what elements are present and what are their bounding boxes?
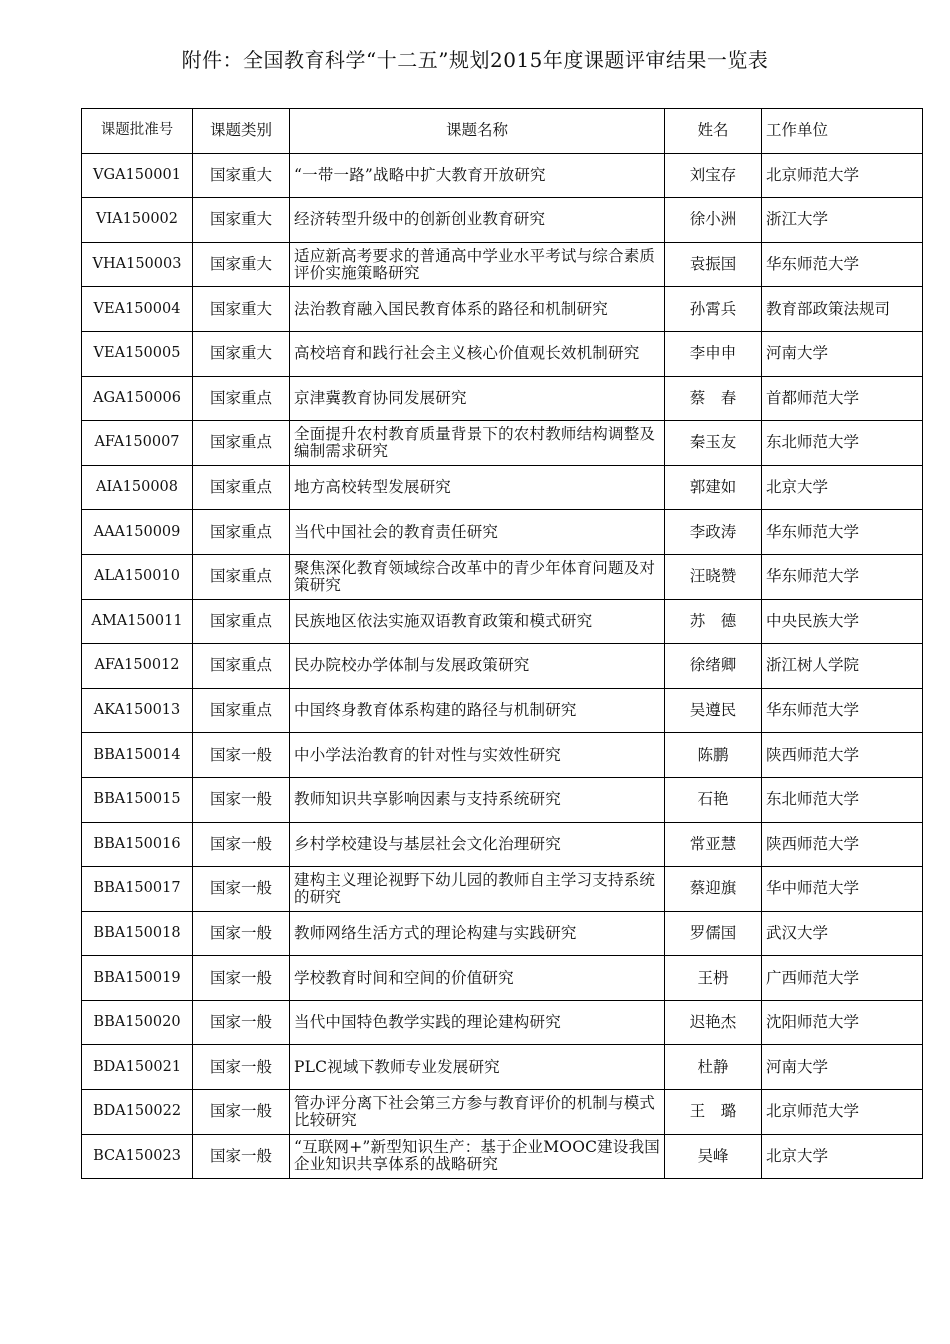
cell-approval-number: ALA150010	[82, 554, 193, 599]
cell-name: 汪晓赞	[665, 554, 762, 599]
cell-name: 王 璐	[665, 1090, 762, 1135]
cell-name: 徐小洲	[665, 198, 762, 243]
cell-organization: 河南大学	[762, 331, 923, 376]
cell-category: 国家重大	[193, 198, 290, 243]
table-row	[82, 1000, 923, 1045]
cell-category: 国家一般	[193, 733, 290, 778]
header-organization: 工作单位	[762, 109, 923, 154]
cell-name: 常亚慧	[665, 822, 762, 867]
cell-organization: 华东师范大学	[762, 242, 923, 287]
cell-category: 国家一般	[193, 1000, 290, 1045]
table-row	[82, 1134, 923, 1179]
cell-category: 国家一般	[193, 911, 290, 956]
cell-approval-number: AIA150008	[82, 465, 193, 510]
cell-organization: 华东师范大学	[762, 510, 923, 555]
cell-approval-number: AFA150007	[82, 421, 193, 466]
cell-name: 迟艳杰	[665, 1000, 762, 1045]
cell-organization: 华东师范大学	[762, 554, 923, 599]
cell-organization: 中央民族大学	[762, 599, 923, 644]
document-title: 附件：全国教育科学“十二五”规划2015年度课题评审结果一览表	[181, 48, 769, 72]
cell-organization: 陕西师范大学	[762, 733, 923, 778]
cell-approval-number: BDA150021	[82, 1045, 193, 1090]
cell-category: 国家重点	[193, 599, 290, 644]
cell-project-title: 法治教育融入国民教育体系的路径和机制研究	[290, 287, 665, 332]
table-row	[82, 153, 923, 198]
cell-category: 国家一般	[193, 777, 290, 822]
cell-category: 国家重点	[193, 376, 290, 421]
cell-approval-number: BDA150022	[82, 1090, 193, 1135]
cell-organization: 陕西师范大学	[762, 822, 923, 867]
cell-organization: 北京师范大学	[762, 153, 923, 198]
cell-organization: 华东师范大学	[762, 688, 923, 733]
cell-organization: 浙江树人学院	[762, 644, 923, 689]
cell-name: 李申申	[665, 331, 762, 376]
cell-organization: 广西师范大学	[762, 956, 923, 1001]
cell-project-title: 乡村学校建设与基层社会文化治理研究	[290, 822, 665, 867]
cell-name: 徐绪卿	[665, 644, 762, 689]
cell-project-title: 高校培育和践行社会主义核心价值观长效机制研究	[290, 331, 665, 376]
table-row	[82, 1090, 923, 1135]
cell-name: 郭建如	[665, 465, 762, 510]
table-row	[82, 510, 923, 555]
table-row	[82, 688, 923, 733]
cell-organization: 河南大学	[762, 1045, 923, 1090]
table-row	[82, 198, 923, 243]
cell-approval-number: AGA150006	[82, 376, 193, 421]
cell-category: 国家一般	[193, 867, 290, 912]
cell-organization: 东北师范大学	[762, 777, 923, 822]
cell-name: 陈鹏	[665, 733, 762, 778]
cell-category: 国家重大	[193, 153, 290, 198]
header-approval-number: 课题批准号	[82, 109, 193, 154]
cell-project-title: 当代中国社会的教育责任研究	[290, 510, 665, 555]
cell-name: 孙霄兵	[665, 287, 762, 332]
cell-category: 国家重大	[193, 242, 290, 287]
cell-project-title: 建构主义理论视野下幼儿园的教师自主学习支持系统的研究	[290, 867, 665, 912]
cell-approval-number: VEA150004	[82, 287, 193, 332]
table-row	[82, 465, 923, 510]
cell-category: 国家重点	[193, 510, 290, 555]
cell-organization: 教育部政策法规司	[762, 287, 923, 332]
cell-organization: 北京师范大学	[762, 1090, 923, 1135]
cell-organization: 沈阳师范大学	[762, 1000, 923, 1045]
cell-organization: 浙江大学	[762, 198, 923, 243]
cell-organization: 东北师范大学	[762, 421, 923, 466]
cell-approval-number: VIA150002	[82, 198, 193, 243]
cell-name: 吴遵民	[665, 688, 762, 733]
cell-organization: 北京大学	[762, 465, 923, 510]
cell-approval-number: BBA150020	[82, 1000, 193, 1045]
cell-organization: 北京大学	[762, 1134, 923, 1179]
cell-name: 杜静	[665, 1045, 762, 1090]
cell-project-title: 适应新高考要求的普通高中学业水平考试与综合素质评价实施策略研究	[290, 242, 665, 287]
cell-category: 国家一般	[193, 956, 290, 1001]
cell-approval-number: AFA150012	[82, 644, 193, 689]
table-row	[82, 822, 923, 867]
cell-approval-number: BBA150019	[82, 956, 193, 1001]
cell-name: 罗儒国	[665, 911, 762, 956]
cell-name: 蔡迎旗	[665, 867, 762, 912]
cell-approval-number: AMA150011	[82, 599, 193, 644]
cell-approval-number: AKA150013	[82, 688, 193, 733]
cell-approval-number: VEA150005	[82, 331, 193, 376]
table-row	[82, 777, 923, 822]
cell-organization: 华中师范大学	[762, 867, 923, 912]
cell-project-title: 管办评分离下社会第三方参与教育评价的机制与模式比较研究	[290, 1090, 665, 1135]
table-row	[82, 331, 923, 376]
table-row	[82, 733, 923, 778]
cell-project-title: 民办院校办学体制与发展政策研究	[290, 644, 665, 689]
cell-name: 王枬	[665, 956, 762, 1001]
cell-name: 吴峰	[665, 1134, 762, 1179]
cell-name: 蔡 春	[665, 376, 762, 421]
table-row	[82, 287, 923, 332]
cell-approval-number: VGA150001	[82, 153, 193, 198]
cell-project-title: 中小学法治教育的针对性与实效性研究	[290, 733, 665, 778]
table-header-row	[82, 109, 923, 154]
cell-approval-number: BBA150015	[82, 777, 193, 822]
cell-approval-number: BBA150017	[82, 867, 193, 912]
cell-project-title: 中国终身教育体系构建的路径与机制研究	[290, 688, 665, 733]
cell-category: 国家重点	[193, 465, 290, 510]
cell-category: 国家重点	[193, 688, 290, 733]
table-row	[82, 867, 923, 912]
cell-name: 李政涛	[665, 510, 762, 555]
cell-category: 国家重点	[193, 644, 290, 689]
cell-name: 苏 德	[665, 599, 762, 644]
cell-project-title: “互联网+”新型知识生产：基于企业MOOC建设我国企业知识共享体系的战略研究	[290, 1134, 665, 1179]
cell-name: 袁振国	[665, 242, 762, 287]
cell-organization: 首都师范大学	[762, 376, 923, 421]
table-row	[82, 911, 923, 956]
cell-approval-number: BBA150018	[82, 911, 193, 956]
cell-project-title: 经济转型升级中的创新创业教育研究	[290, 198, 665, 243]
table-row	[82, 242, 923, 287]
cell-project-title: 当代中国特色教学实践的理论建构研究	[290, 1000, 665, 1045]
cell-project-title: 学校教育时间和空间的价值研究	[290, 956, 665, 1001]
cell-approval-number: BBA150014	[82, 733, 193, 778]
cell-name: 秦玉友	[665, 421, 762, 466]
cell-name: 石艳	[665, 777, 762, 822]
cell-category: 国家重点	[193, 421, 290, 466]
table-row	[82, 644, 923, 689]
cell-category: 国家一般	[193, 1134, 290, 1179]
cell-project-title: 教师知识共享影响因素与支持系统研究	[290, 777, 665, 822]
cell-project-title: 全面提升农村教育质量背景下的农村教师结构调整及编制需求研究	[290, 421, 665, 466]
table-row	[82, 554, 923, 599]
cell-project-title: “一带一路”战略中扩大教育开放研究	[290, 153, 665, 198]
cell-project-title: PLC视域下教师专业发展研究	[290, 1045, 665, 1090]
cell-name: 刘宝存	[665, 153, 762, 198]
cell-category: 国家重点	[193, 554, 290, 599]
cell-category: 国家一般	[193, 1090, 290, 1135]
cell-category: 国家重大	[193, 331, 290, 376]
header-project-title: 课题名称	[290, 109, 665, 154]
cell-category: 国家重大	[193, 287, 290, 332]
cell-project-title: 民族地区依法实施双语教育政策和模式研究	[290, 599, 665, 644]
table-row	[82, 421, 923, 466]
header-name: 姓名	[665, 109, 762, 154]
review-results-table	[81, 108, 923, 1179]
header-category: 课题类别	[193, 109, 290, 154]
cell-approval-number: BCA150023	[82, 1134, 193, 1179]
cell-organization: 武汉大学	[762, 911, 923, 956]
cell-approval-number: AAA150009	[82, 510, 193, 555]
table-row	[82, 599, 923, 644]
cell-project-title: 京津冀教育协同发展研究	[290, 376, 665, 421]
cell-project-title: 地方高校转型发展研究	[290, 465, 665, 510]
table-body	[82, 153, 923, 1179]
cell-approval-number: BBA150016	[82, 822, 193, 867]
table-row	[82, 956, 923, 1001]
cell-project-title: 聚焦深化教育领域综合改革中的青少年体育问题及对策研究	[290, 554, 665, 599]
cell-project-title: 教师网络生活方式的理论构建与实践研究	[290, 911, 665, 956]
cell-approval-number: VHA150003	[82, 242, 193, 287]
cell-category: 国家一般	[193, 1045, 290, 1090]
table-row	[82, 1045, 923, 1090]
cell-category: 国家一般	[193, 822, 290, 867]
table-row	[82, 376, 923, 421]
